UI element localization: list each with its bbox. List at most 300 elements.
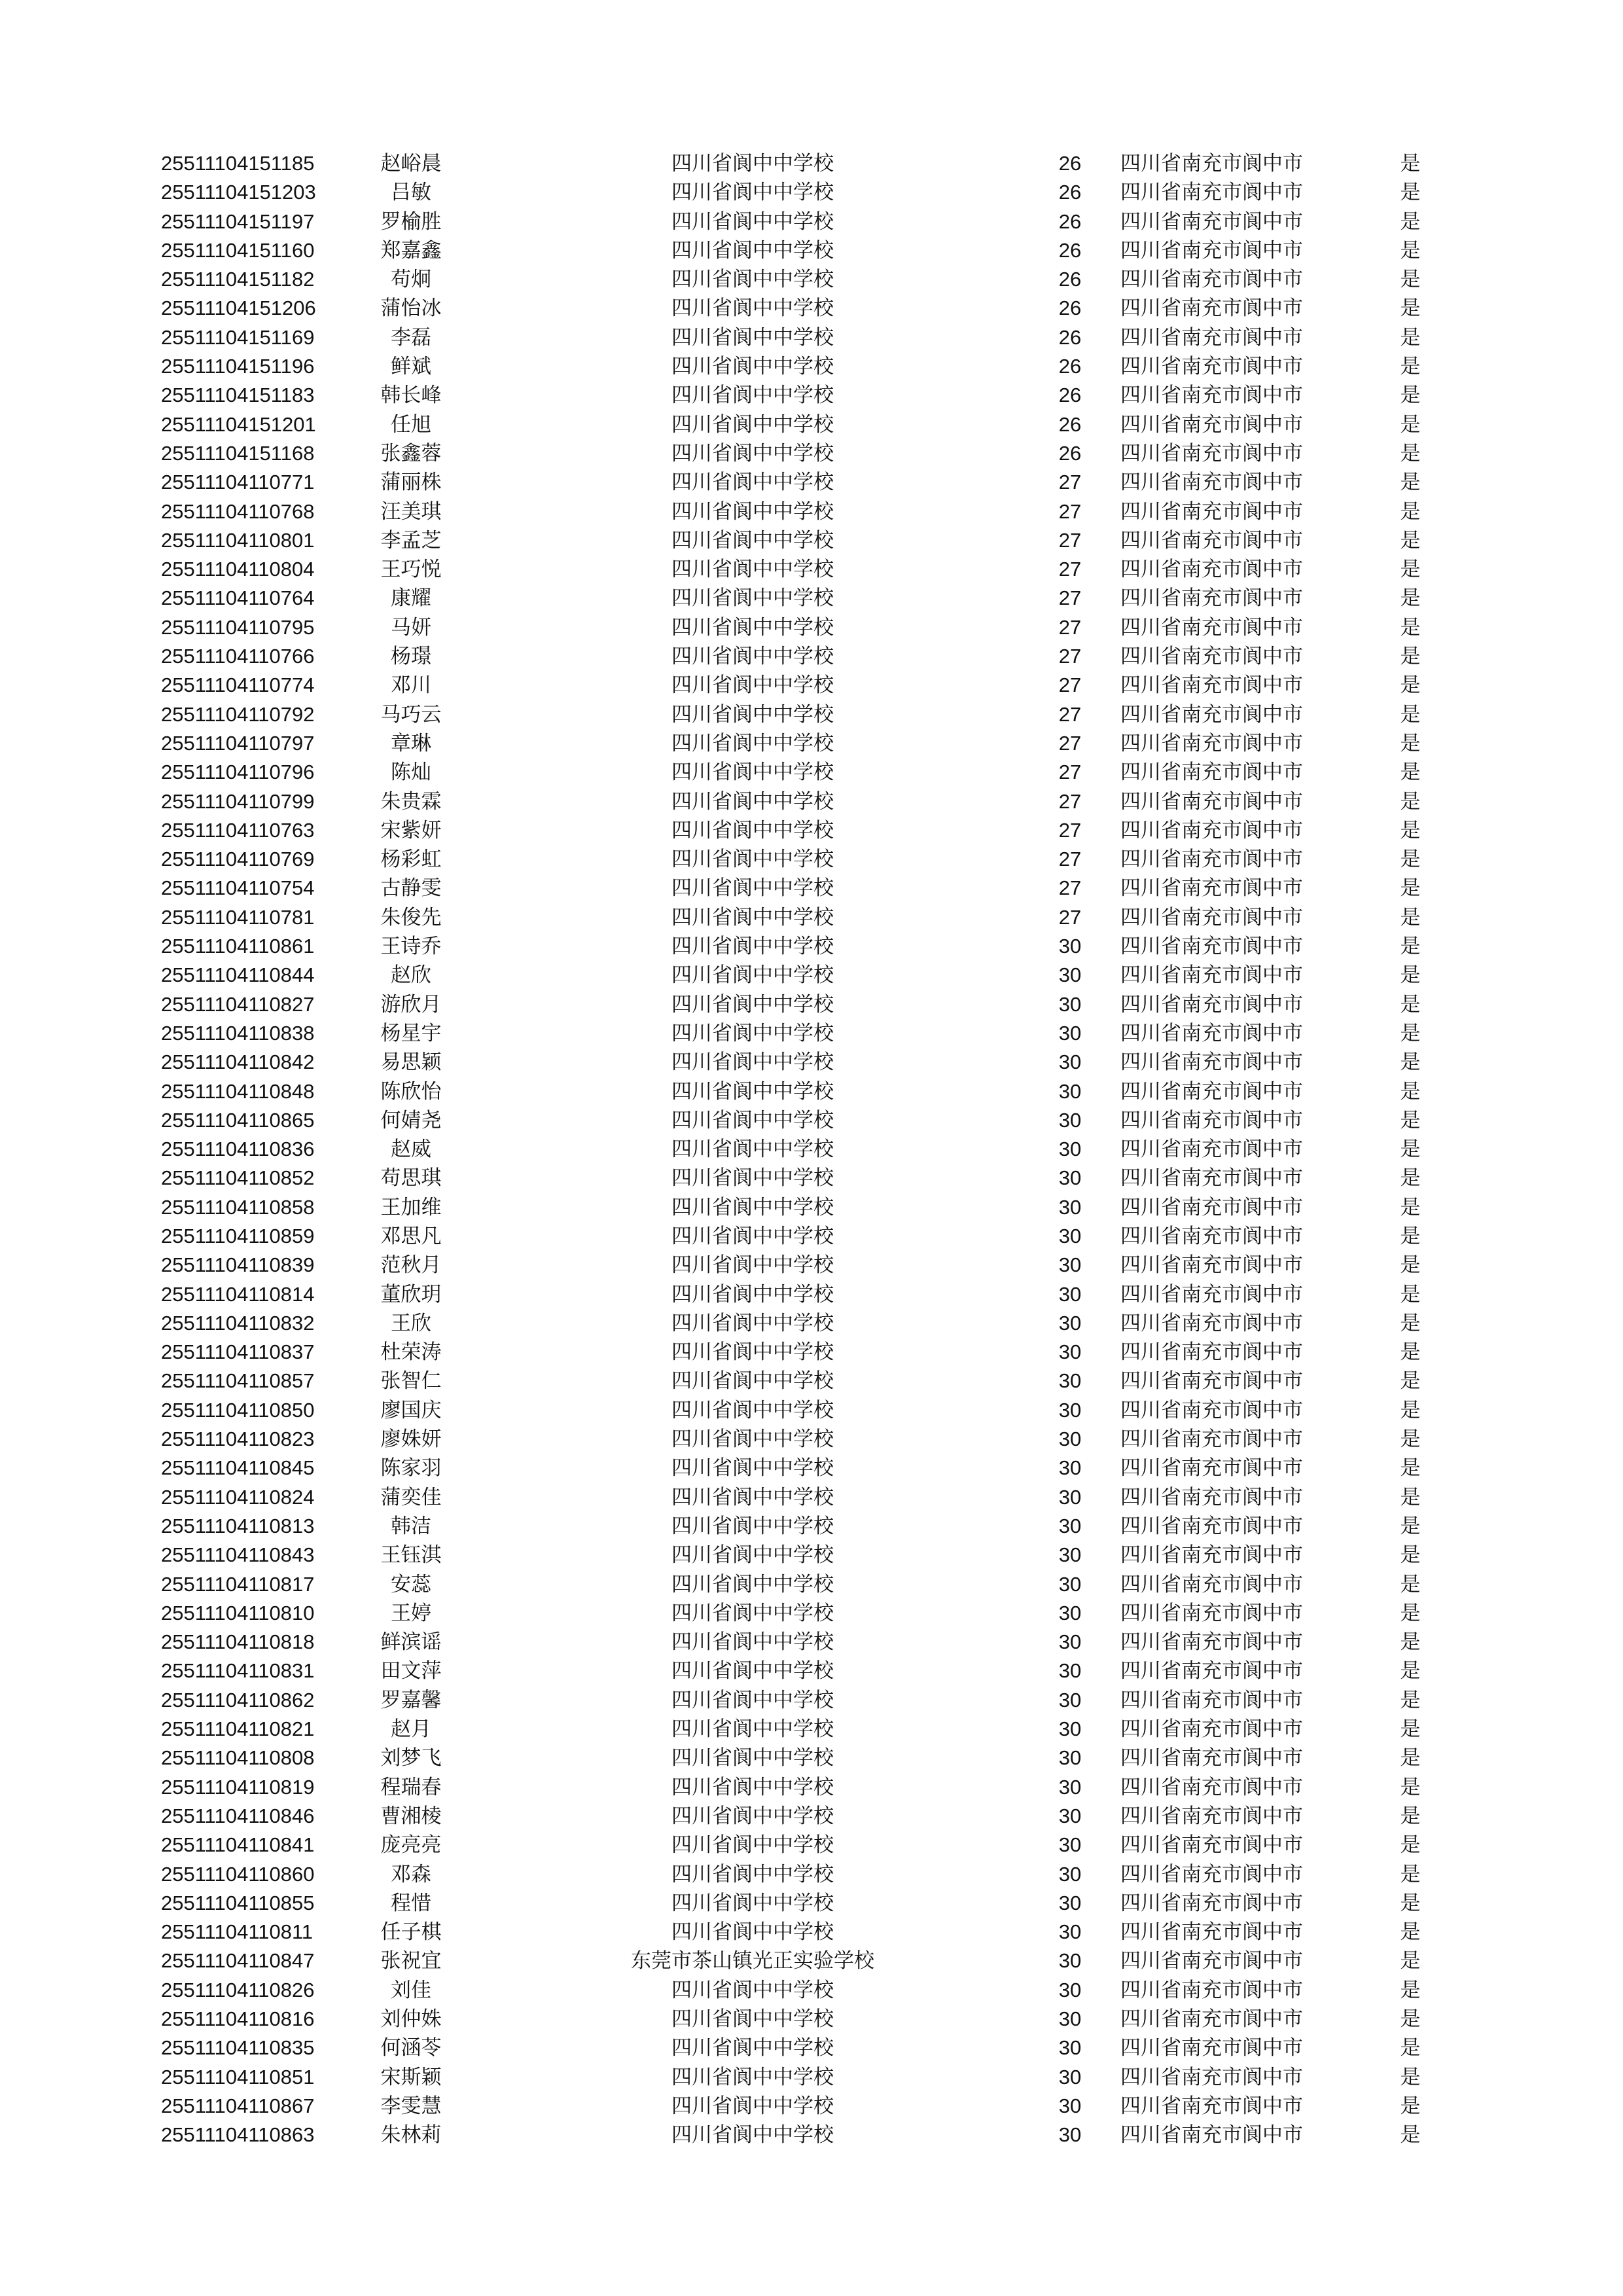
flag-cell: 是 <box>1400 296 1421 321</box>
student-id-cell: 25511104110844 <box>161 963 315 987</box>
school-cell: 四川省阆中中学校 <box>671 1224 834 1248</box>
flag-cell: 是 <box>1400 558 1421 582</box>
school-cell: 四川省阆中中学校 <box>671 2123 834 2147</box>
class-number-cell: 26 <box>1058 296 1082 320</box>
student-name-cell: 刘仲姝 <box>380 2007 442 2031</box>
student-name-cell: 张祝宜 <box>380 1949 442 1973</box>
student-id-cell: 25511104110857 <box>161 1369 315 1393</box>
school-cell: 四川省阆中中学校 <box>671 702 834 726</box>
student-id-cell: 25511104110865 <box>161 1108 315 1132</box>
address-cell: 四川省南充市阆中市 <box>1120 471 1303 495</box>
student-id-cell: 25511104151182 <box>161 268 315 291</box>
student-name-cell: 王巧悦 <box>380 558 442 582</box>
table-row <box>0 2063 1623 2092</box>
school-cell: 四川省阆中中学校 <box>671 1282 834 1306</box>
address-cell: 四川省南充市阆中市 <box>1120 558 1303 582</box>
flag-cell: 是 <box>1400 1833 1421 1857</box>
table-row <box>0 1541 1623 1570</box>
address-cell: 四川省南充市阆中市 <box>1120 2007 1303 2031</box>
student-name-cell: 朱贵霖 <box>380 789 442 814</box>
class-number-cell: 30 <box>1058 1862 1082 1886</box>
flag-cell: 是 <box>1400 1311 1421 1335</box>
school-cell: 四川省阆中中学校 <box>671 325 834 350</box>
student-name-cell: 邓思凡 <box>380 1224 442 1248</box>
class-number-cell: 30 <box>1058 1630 1082 1654</box>
class-number-cell: 30 <box>1058 935 1082 958</box>
class-number-cell: 26 <box>1058 181 1082 204</box>
student-id-cell: 25511104110771 <box>161 471 315 494</box>
flag-cell: 是 <box>1400 1253 1421 1278</box>
table-row <box>0 729 1623 758</box>
address-cell: 四川省南充市阆中市 <box>1120 1659 1303 1683</box>
student-id-cell: 25511104110846 <box>161 1804 315 1827</box>
student-name-cell: 任子棋 <box>380 1920 442 1945</box>
address-cell: 四川省南充市阆中市 <box>1120 1166 1303 1191</box>
flag-cell: 是 <box>1400 152 1421 175</box>
school-cell: 四川省阆中中学校 <box>671 1717 834 1742</box>
class-number-cell: 30 <box>1058 963 1082 987</box>
class-number-cell: 30 <box>1058 1688 1082 1712</box>
address-cell: 四川省南充市阆中市 <box>1120 1398 1303 1422</box>
class-number-cell: 30 <box>1058 1050 1082 1074</box>
school-cell: 四川省阆中中学校 <box>671 963 834 988</box>
student-id-cell: 25511104110851 <box>161 2065 315 2089</box>
student-name-cell: 陈家羽 <box>380 1456 442 1480</box>
address-cell: 四川省南充市阆中市 <box>1120 761 1303 785</box>
flag-cell: 是 <box>1400 1949 1421 1973</box>
student-name-cell: 邓森 <box>391 1862 431 1886</box>
table-row <box>0 1135 1623 1164</box>
school-cell: 四川省阆中中学校 <box>671 181 834 205</box>
address-cell: 四川省南充市阆中市 <box>1120 384 1303 408</box>
address-cell: 四川省南充市阆中市 <box>1120 1224 1303 1248</box>
address-cell: 四川省南充市阆中市 <box>1120 1601 1303 1625</box>
table-row <box>0 1106 1623 1135</box>
address-cell: 四川省南充市阆中市 <box>1120 528 1303 552</box>
student-name-cell: 杨彩虹 <box>380 848 442 872</box>
student-name-cell: 王加维 <box>380 1195 442 1219</box>
school-cell: 四川省阆中中学校 <box>671 848 834 872</box>
student-name-cell: 李孟芝 <box>380 528 442 552</box>
school-cell: 四川省阆中中学校 <box>671 673 834 698</box>
address-cell: 四川省南充市阆中市 <box>1120 2123 1303 2147</box>
table-row <box>0 294 1623 323</box>
student-name-cell: 李雯慧 <box>380 2094 442 2118</box>
table-row <box>0 845 1623 874</box>
school-cell: 四川省阆中中学校 <box>671 2065 834 2089</box>
class-number-cell: 27 <box>1058 558 1082 581</box>
table-row <box>0 497 1623 526</box>
student-id-cell: 25511104110855 <box>161 1891 315 1914</box>
table-row <box>0 149 1623 178</box>
address-cell: 四川省南充市阆中市 <box>1120 848 1303 872</box>
student-id-cell: 25511104110792 <box>161 702 315 726</box>
student-name-cell: 章琳 <box>391 731 431 755</box>
table-row <box>0 1802 1623 1831</box>
class-number-cell: 27 <box>1058 876 1082 900</box>
flag-cell: 是 <box>1400 731 1421 755</box>
school-cell: 四川省阆中中学校 <box>671 1630 834 1655</box>
student-name-cell: 赵欣 <box>391 963 431 988</box>
class-number-cell: 30 <box>1058 1311 1082 1335</box>
class-number-cell: 27 <box>1058 789 1082 813</box>
address-cell: 四川省南充市阆中市 <box>1120 1253 1303 1278</box>
flag-cell: 是 <box>1400 209 1421 234</box>
flag-cell: 是 <box>1400 615 1421 639</box>
student-id-cell: 25511104110859 <box>161 1224 315 1247</box>
school-cell: 四川省阆中中学校 <box>671 441 834 465</box>
address-cell: 四川省南充市阆中市 <box>1120 615 1303 639</box>
table-row <box>0 1860 1623 1889</box>
student-id-cell: 25511104151160 <box>161 238 315 262</box>
student-id-cell: 25511104110847 <box>161 1949 315 1973</box>
address-cell: 四川省南充市阆中市 <box>1120 1369 1303 1393</box>
class-number-cell: 27 <box>1058 615 1082 639</box>
school-cell: 四川省阆中中学校 <box>671 1978 834 2002</box>
school-cell: 四川省阆中中学校 <box>671 1456 834 1480</box>
table-row <box>0 323 1623 352</box>
class-number-cell: 30 <box>1058 1775 1082 1799</box>
address-cell: 四川省南充市阆中市 <box>1120 1978 1303 2002</box>
class-number-cell: 30 <box>1058 1833 1082 1857</box>
student-name-cell: 马妍 <box>391 615 431 639</box>
address-cell: 四川省南充市阆中市 <box>1120 1688 1303 1712</box>
class-number-cell: 30 <box>1058 1456 1082 1480</box>
flag-cell: 是 <box>1400 1398 1421 1422</box>
student-name-cell: 廖国庆 <box>380 1398 442 1422</box>
table-row <box>0 1686 1623 1715</box>
flag-cell: 是 <box>1400 441 1421 465</box>
table-row <box>0 236 1623 265</box>
table-row <box>0 1193 1623 1222</box>
student-id-cell: 25511104110850 <box>161 1398 315 1422</box>
student-name-cell: 韩洁 <box>391 1514 431 1538</box>
table-row <box>0 410 1623 439</box>
school-cell: 四川省阆中中学校 <box>671 1543 834 1568</box>
class-number-cell: 30 <box>1058 1282 1082 1306</box>
flag-cell: 是 <box>1400 499 1421 524</box>
student-id-cell: 25511104110835 <box>161 2036 315 2060</box>
address-cell: 四川省南充市阆中市 <box>1120 1572 1303 1596</box>
student-id-cell: 25511104151203 <box>161 181 316 204</box>
student-id-cell: 25511104110860 <box>161 1862 315 1886</box>
student-name-cell: 刘佳 <box>391 1978 431 2002</box>
class-number-cell: 30 <box>1058 1949 1082 1973</box>
school-cell: 四川省阆中中学校 <box>671 1804 834 1828</box>
school-cell: 四川省阆中中学校 <box>671 2094 834 2118</box>
student-id-cell: 25511104110764 <box>161 586 315 610</box>
student-name-cell: 苟思琪 <box>380 1166 442 1191</box>
address-cell: 四川省南充市阆中市 <box>1120 935 1303 959</box>
address-cell: 四川省南充市阆中市 <box>1120 1195 1303 1219</box>
student-id-cell: 25511104110814 <box>161 1282 315 1306</box>
student-id-cell: 25511104110824 <box>161 1485 315 1509</box>
student-id-cell: 25511104151206 <box>161 296 316 320</box>
student-id-cell: 25511104110769 <box>161 848 315 871</box>
flag-cell: 是 <box>1400 1050 1421 1075</box>
address-cell: 四川省南充市阆中市 <box>1120 1746 1303 1770</box>
student-name-cell: 廖姝妍 <box>380 1427 442 1452</box>
flag-cell: 是 <box>1400 181 1421 205</box>
flag-cell: 是 <box>1400 1601 1421 1625</box>
address-cell: 四川省南充市阆中市 <box>1120 1775 1303 1799</box>
student-name-cell: 郑嘉鑫 <box>380 238 442 262</box>
address-cell: 四川省南充市阆中市 <box>1120 789 1303 814</box>
student-name-cell: 汪美琪 <box>380 499 442 524</box>
school-cell: 四川省阆中中学校 <box>671 499 834 524</box>
address-cell: 四川省南充市阆中市 <box>1120 296 1303 321</box>
student-name-cell: 王诗乔 <box>380 935 442 959</box>
address-cell: 四川省南充市阆中市 <box>1120 1079 1303 1103</box>
student-name-cell: 任旭 <box>391 412 431 437</box>
flag-cell: 是 <box>1400 1514 1421 1538</box>
student-name-cell: 游欣月 <box>380 992 442 1016</box>
address-cell: 四川省南充市阆中市 <box>1120 1427 1303 1452</box>
student-id-cell: 25511104110852 <box>161 1166 315 1190</box>
school-cell: 四川省阆中中学校 <box>671 992 834 1016</box>
table-row <box>0 584 1623 613</box>
class-number-cell: 30 <box>1058 1891 1082 1914</box>
student-name-cell: 蒲丽株 <box>380 471 442 495</box>
school-cell: 四川省阆中中学校 <box>671 2007 834 2031</box>
class-number-cell: 30 <box>1058 2123 1082 2147</box>
school-cell: 四川省阆中中学校 <box>671 1166 834 1191</box>
school-cell: 四川省阆中中学校 <box>671 528 834 552</box>
flag-cell: 是 <box>1400 2007 1421 2031</box>
school-cell: 四川省阆中中学校 <box>671 1485 834 1509</box>
flag-cell: 是 <box>1400 1862 1421 1886</box>
class-number-cell: 27 <box>1058 702 1082 726</box>
student-name-cell: 易思颖 <box>380 1050 442 1075</box>
student-name-cell: 赵峪晨 <box>380 152 442 175</box>
class-number-cell: 30 <box>1058 1920 1082 1944</box>
table-row <box>0 1570 1623 1599</box>
student-name-cell: 吕敏 <box>391 181 431 205</box>
address-cell: 四川省南充市阆中市 <box>1120 992 1303 1016</box>
student-id-cell: 25511104110796 <box>161 761 315 784</box>
table-row <box>0 700 1623 729</box>
table-row <box>0 1280 1623 1309</box>
table-row <box>0 990 1623 1019</box>
student-id-cell: 25511104151168 <box>161 441 315 465</box>
address-cell: 四川省南充市阆中市 <box>1120 586 1303 611</box>
student-id-cell: 25511104110781 <box>161 905 315 929</box>
student-id-cell: 25511104110817 <box>161 1572 315 1596</box>
student-name-cell: 蒲奕佳 <box>380 1485 442 1509</box>
school-cell: 四川省阆中中学校 <box>671 1862 834 1886</box>
flag-cell: 是 <box>1400 645 1421 669</box>
flag-cell: 是 <box>1400 2036 1421 2060</box>
class-number-cell: 30 <box>1058 1978 1082 2001</box>
class-number-cell: 30 <box>1058 1804 1082 1827</box>
address-cell: 四川省南充市阆中市 <box>1120 238 1303 262</box>
school-cell: 四川省阆中中学校 <box>671 2036 834 2060</box>
class-number-cell: 30 <box>1058 1659 1082 1683</box>
table-row <box>0 468 1623 497</box>
student-name-cell: 罗嘉馨 <box>380 1688 442 1712</box>
class-number-cell: 30 <box>1058 1138 1082 1161</box>
table-row <box>0 555 1623 584</box>
table-row <box>0 352 1623 381</box>
class-number-cell: 27 <box>1058 673 1082 697</box>
student-name-cell: 蒲怡冰 <box>380 296 442 321</box>
student-name-cell: 马巧云 <box>380 702 442 726</box>
address-cell: 四川省南充市阆中市 <box>1120 673 1303 698</box>
class-number-cell: 30 <box>1058 1253 1082 1277</box>
address-cell: 四川省南充市阆中市 <box>1120 1543 1303 1568</box>
student-id-cell: 25511104151169 <box>161 325 315 349</box>
school-cell: 四川省阆中中学校 <box>671 1572 834 1596</box>
school-cell: 四川省阆中中学校 <box>671 1920 834 1945</box>
student-id-cell: 25511104110832 <box>161 1311 315 1335</box>
school-cell: 四川省阆中中学校 <box>671 615 834 639</box>
student-name-cell: 陈灿 <box>391 761 431 785</box>
address-cell: 四川省南充市阆中市 <box>1120 268 1303 292</box>
school-cell: 四川省阆中中学校 <box>671 1138 834 1162</box>
school-cell: 四川省阆中中学校 <box>671 471 834 495</box>
table-row <box>0 1019 1623 1048</box>
address-cell: 四川省南充市阆中市 <box>1120 1891 1303 1915</box>
table-row <box>0 1946 1623 1975</box>
class-number-cell: 30 <box>1058 1398 1082 1422</box>
flag-cell: 是 <box>1400 761 1421 785</box>
student-name-cell: 宋斯颖 <box>380 2065 442 2089</box>
class-number-cell: 27 <box>1058 848 1082 871</box>
student-name-cell: 罗榆胜 <box>380 209 442 234</box>
flag-cell: 是 <box>1400 1224 1421 1248</box>
school-cell: 四川省阆中中学校 <box>671 1514 834 1538</box>
student-id-cell: 25511104110838 <box>161 1021 315 1045</box>
table-row <box>0 874 1623 903</box>
school-cell: 四川省阆中中学校 <box>671 935 834 959</box>
student-id-cell: 25511104110831 <box>161 1659 315 1683</box>
flag-cell: 是 <box>1400 2123 1421 2147</box>
student-name-cell: 董欣玥 <box>380 1282 442 1306</box>
address-cell: 四川省南充市阆中市 <box>1120 1949 1303 1973</box>
address-cell: 四川省南充市阆中市 <box>1120 905 1303 929</box>
flag-cell: 是 <box>1400 1891 1421 1915</box>
table-row <box>0 932 1623 961</box>
student-name-cell: 朱林莉 <box>380 2123 442 2147</box>
student-id-cell: 25511104110819 <box>161 1775 315 1799</box>
student-id-cell: 25511104151197 <box>161 209 315 233</box>
flag-cell: 是 <box>1400 1485 1421 1509</box>
address-cell: 四川省南充市阆中市 <box>1120 1920 1303 1945</box>
table-row <box>0 1831 1623 1859</box>
table-row <box>0 1715 1623 1744</box>
class-number-cell: 26 <box>1058 412 1082 436</box>
student-id-cell: 25511104151183 <box>161 384 315 407</box>
flag-cell: 是 <box>1400 268 1421 292</box>
school-cell: 四川省阆中中学校 <box>671 1601 834 1625</box>
school-cell: 四川省阆中中学校 <box>671 1108 834 1132</box>
address-cell: 四川省南充市阆中市 <box>1120 355 1303 379</box>
student-name-cell: 王钰淇 <box>380 1543 442 1568</box>
table-row <box>0 1599 1623 1628</box>
class-number-cell: 30 <box>1058 1166 1082 1190</box>
flag-cell: 是 <box>1400 1166 1421 1191</box>
school-cell: 四川省阆中中学校 <box>671 152 834 175</box>
student-id-cell: 25511104110863 <box>161 2123 315 2147</box>
school-cell: 四川省阆中中学校 <box>671 355 834 379</box>
student-id-cell: 25511104110827 <box>161 992 315 1016</box>
class-number-cell: 26 <box>1058 384 1082 407</box>
student-name-cell: 苟炯 <box>391 268 431 292</box>
flag-cell: 是 <box>1400 471 1421 495</box>
student-name-cell: 鲜滨谣 <box>380 1630 442 1655</box>
class-number-cell: 27 <box>1058 818 1082 842</box>
student-name-cell: 何涵苓 <box>380 2036 442 2060</box>
school-cell: 四川省阆中中学校 <box>671 1659 834 1683</box>
flag-cell: 是 <box>1400 2065 1421 2089</box>
flag-cell: 是 <box>1400 789 1421 814</box>
flag-cell: 是 <box>1400 1630 1421 1655</box>
student-name-cell: 程瑞春 <box>380 1775 442 1799</box>
student-id-cell: 25511104110839 <box>161 1253 315 1277</box>
student-name-cell: 安蕊 <box>391 1572 431 1596</box>
flag-cell: 是 <box>1400 1021 1421 1045</box>
student-name-cell: 田文萍 <box>380 1659 442 1683</box>
flag-cell: 是 <box>1400 1108 1421 1132</box>
student-name-cell: 宋紫妍 <box>380 818 442 842</box>
student-name-cell: 杨璟 <box>391 645 431 669</box>
address-cell: 四川省南充市阆中市 <box>1120 1485 1303 1509</box>
flag-cell: 是 <box>1400 412 1421 437</box>
student-id-cell: 25511104110766 <box>161 645 315 668</box>
table-row <box>0 1367 1623 1395</box>
student-name-cell: 赵威 <box>391 1138 431 1162</box>
flag-cell: 是 <box>1400 325 1421 350</box>
class-number-cell: 30 <box>1058 1195 1082 1219</box>
flag-cell: 是 <box>1400 1369 1421 1393</box>
student-name-cell: 王欣 <box>391 1311 431 1335</box>
class-number-cell: 30 <box>1058 2065 1082 2089</box>
student-id-cell: 25511104110848 <box>161 1079 315 1103</box>
class-number-cell: 26 <box>1058 152 1082 175</box>
address-cell: 四川省南充市阆中市 <box>1120 731 1303 755</box>
class-number-cell: 27 <box>1058 528 1082 552</box>
student-name-cell: 张智仁 <box>380 1369 442 1393</box>
table-row <box>0 381 1623 410</box>
school-cell: 四川省阆中中学校 <box>671 1311 834 1335</box>
student-id-cell: 25511104151196 <box>161 355 315 378</box>
student-id-cell: 25511104110818 <box>161 1630 315 1654</box>
flag-cell: 是 <box>1400 1427 1421 1452</box>
school-cell: 四川省阆中中学校 <box>671 789 834 814</box>
student-id-cell: 25511104110811 <box>161 1920 313 1944</box>
address-cell: 四川省南充市阆中市 <box>1120 1108 1303 1132</box>
address-cell: 四川省南充市阆中市 <box>1120 209 1303 234</box>
student-name-cell: 朱俊先 <box>380 905 442 929</box>
student-name-cell: 韩长峰 <box>380 384 442 408</box>
school-cell: 四川省阆中中学校 <box>671 1021 834 1045</box>
class-number-cell: 30 <box>1058 1224 1082 1247</box>
school-cell: 四川省阆中中学校 <box>671 761 834 785</box>
address-cell: 四川省南充市阆中市 <box>1120 325 1303 350</box>
address-cell: 四川省南充市阆中市 <box>1120 818 1303 842</box>
address-cell: 四川省南充市阆中市 <box>1120 2036 1303 2060</box>
school-cell: 四川省阆中中学校 <box>671 1688 834 1712</box>
table-row <box>0 2005 1623 2034</box>
address-cell: 四川省南充市阆中市 <box>1120 412 1303 437</box>
student-name-cell: 康耀 <box>391 586 431 611</box>
table-row <box>0 207 1623 236</box>
class-number-cell: 26 <box>1058 209 1082 233</box>
school-cell: 四川省阆中中学校 <box>671 558 834 582</box>
flag-cell: 是 <box>1400 1804 1421 1828</box>
student-name-cell: 赵月 <box>391 1717 431 1742</box>
flag-cell: 是 <box>1400 905 1421 929</box>
